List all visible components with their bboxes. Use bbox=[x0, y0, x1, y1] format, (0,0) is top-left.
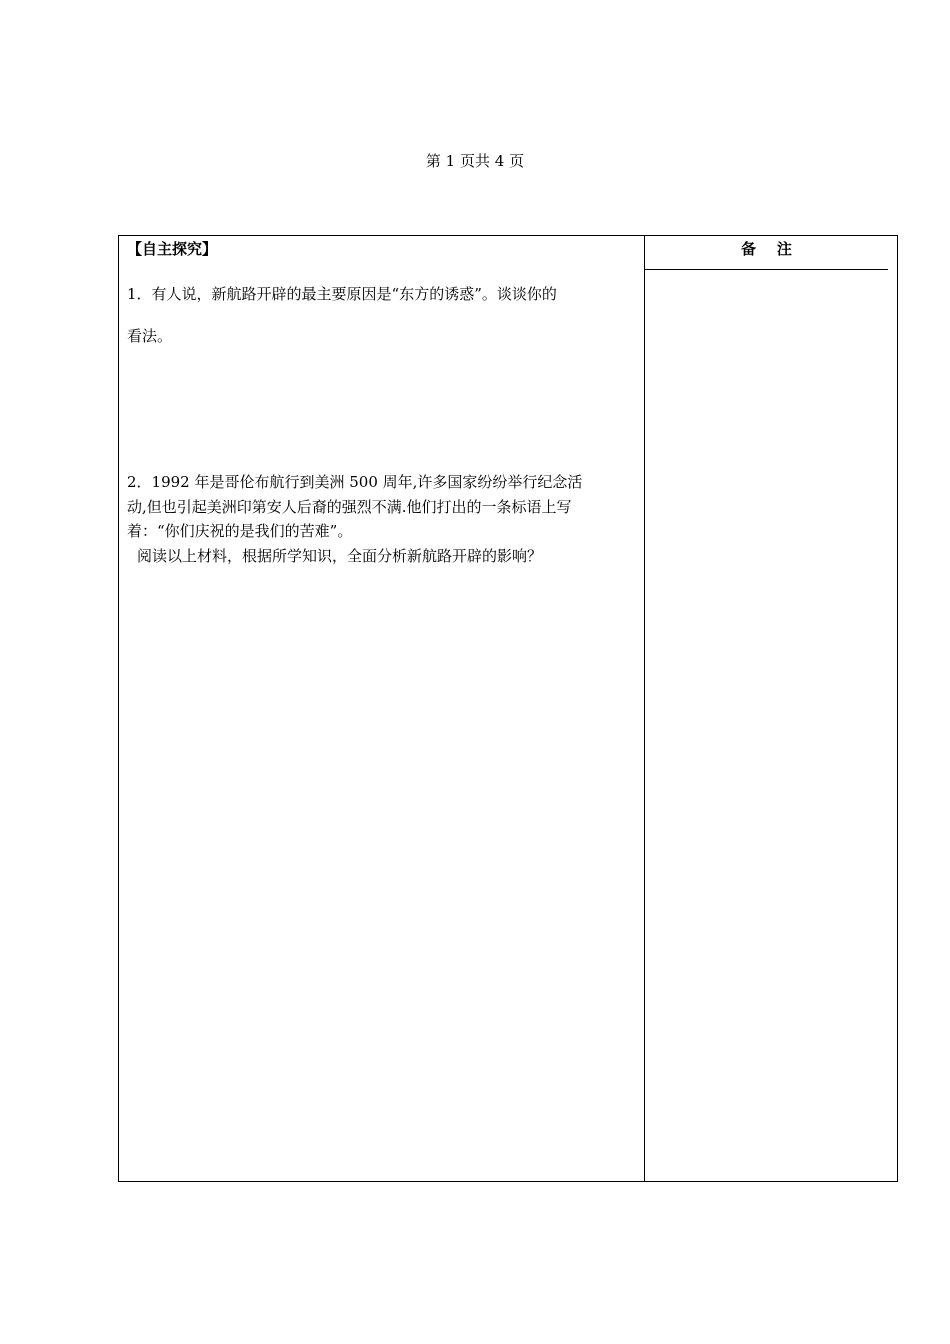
question-2-line-1: 2．1992 年是哥伦布航行到美洲 500 周年,许多国家纷纷举行纪念活 bbox=[127, 473, 583, 491]
notes-column-header bbox=[645, 236, 888, 270]
question-2-prompt: 阅读以上材料，根据所学知识，全面分析新航路开辟的影响？ bbox=[137, 546, 543, 565]
question-2 bbox=[127, 470, 639, 568]
worksheet-table bbox=[118, 235, 898, 1182]
question-2-line-2: 动,但也引起美洲印第安人后裔的强烈不满.他们打出的一条标语上写 bbox=[127, 497, 572, 516]
question-1-line-2: 看法。 bbox=[127, 327, 173, 345]
column-divider bbox=[644, 236, 645, 1181]
question-1-line-1: 1．有人说，新航路开辟的最主要原因是“东方的诱惑”。谈谈你的 bbox=[127, 285, 557, 303]
question-2-line-3: 着：“你们庆祝的是我们的苦难”。 bbox=[127, 522, 353, 540]
notes-title: 备 注 bbox=[741, 240, 792, 258]
section-title: 【自主探究】 bbox=[127, 240, 218, 258]
question-1 bbox=[127, 273, 639, 357]
page-number: 第 1 页共 4 页 bbox=[425, 152, 525, 170]
